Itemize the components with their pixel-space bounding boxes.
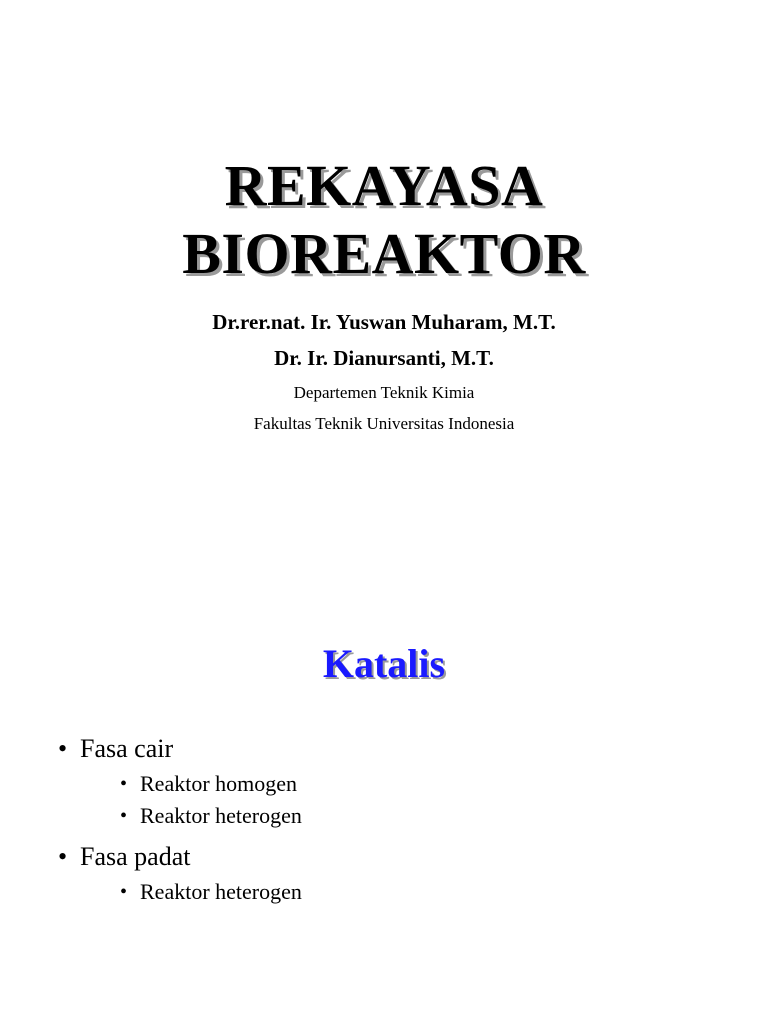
list-item-label: Fasa padat [80, 842, 191, 871]
sub-list-item [80, 768, 302, 800]
slide-heading: Katalis [322, 641, 446, 686]
sub-list-item-label: Reaktor heterogen [140, 803, 302, 828]
bullet-icon: • [120, 805, 128, 827]
sub-bullet-list [80, 768, 302, 832]
author-2: Dr. Ir. Dianursanti, M.T. [274, 346, 494, 370]
list-item [58, 734, 302, 832]
faculty: Fakultas Teknik Universitas Indonesia [253, 414, 515, 433]
sub-list-item [80, 800, 302, 832]
bullet-icon: • [120, 881, 128, 903]
sub-list-item [80, 876, 302, 908]
sub-list-item-label: Reaktor homogen [140, 771, 298, 796]
list-item [58, 842, 302, 908]
author-1: Dr.rer.nat. Ir. Yuswan Muharam, M.T. [212, 310, 556, 334]
department: Departemen Teknik Kimia [293, 383, 475, 402]
bullet-icon: • [58, 842, 68, 871]
title-line-2: BIOREAKTOR [182, 221, 586, 286]
bullet-icon: • [58, 734, 68, 763]
bullet-icon: • [120, 773, 128, 795]
bullet-list [58, 734, 302, 908]
sub-bullet-list [80, 876, 302, 908]
slide-katalis [0, 512, 768, 1024]
sub-list-item-label: Reaktor heterogen [140, 879, 302, 904]
title-line-1: REKAYASA [224, 153, 544, 218]
list-item-label: Fasa cair [80, 734, 174, 763]
